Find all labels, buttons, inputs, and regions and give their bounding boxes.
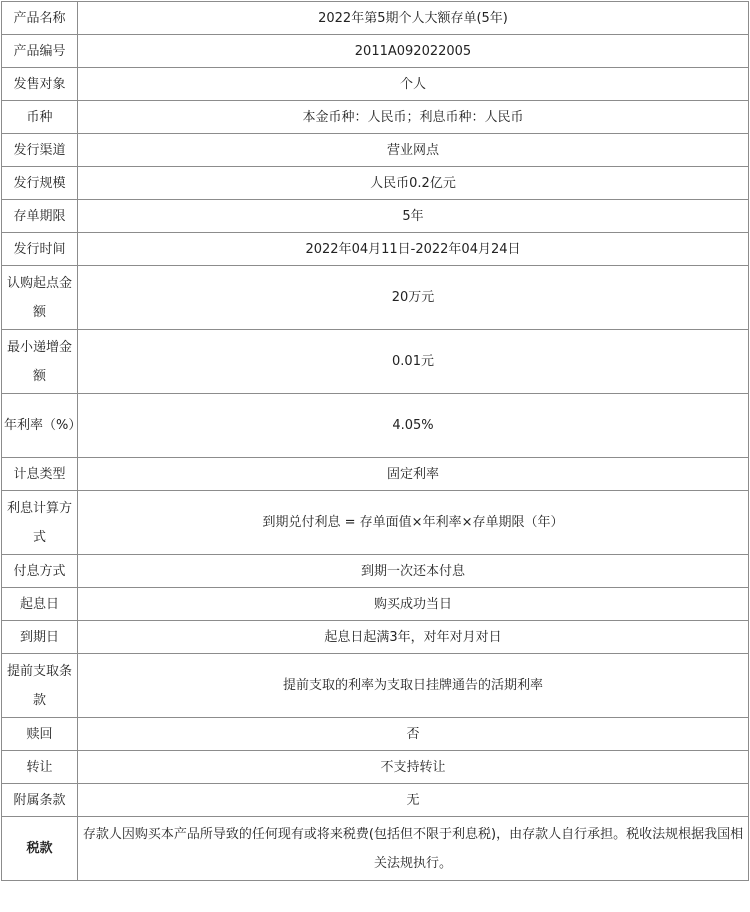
value-currency: 本金币种：人民币；利息币种：人民币 (78, 101, 749, 134)
label-value-date: 起息日 (2, 588, 78, 621)
row-target-buyers (2, 68, 749, 101)
value-issue-period: 2022年04月11日-2022年04月24日 (78, 233, 749, 266)
label-min-purchase: 认购起点金额 (2, 266, 78, 330)
value-product-code: 2011A092022005 (78, 35, 749, 68)
value-product-name: 2022年第5期个人大额存单(5年) (78, 2, 749, 35)
row-taxes (2, 817, 749, 881)
label-taxes: 税款 (2, 817, 78, 881)
label-interest-formula: 利息计算方式 (2, 491, 78, 555)
row-channel (2, 134, 749, 167)
row-ancillary-terms (2, 784, 749, 817)
label-target-buyers: 发售对象 (2, 68, 78, 101)
value-transfer: 不支持转让 (78, 751, 749, 784)
label-redemption: 赎回 (2, 718, 78, 751)
label-product-name: 产品名称 (2, 2, 78, 35)
value-interest-formula: 到期兑付利息 = 存单面值×年利率×存单期限（年） (78, 491, 749, 555)
label-maturity-date: 到期日 (2, 621, 78, 654)
row-issue-size (2, 167, 749, 200)
value-issue-size: 人民币0.2亿元 (78, 167, 749, 200)
value-min-purchase: 20万元 (78, 266, 749, 330)
value-maturity-date: 起息日起满3年，对年对月对日 (78, 621, 749, 654)
label-early-withdrawal: 提前支取条款 (2, 654, 78, 718)
row-min-increment (2, 330, 749, 394)
row-redemption (2, 718, 749, 751)
value-annual-rate: 4.05% (78, 394, 749, 458)
label-ancillary-terms: 附属条款 (2, 784, 78, 817)
label-payment-method: 付息方式 (2, 555, 78, 588)
label-currency: 币种 (2, 101, 78, 134)
value-early-withdrawal: 提前支取的利率为支取日挂牌通告的活期利率 (78, 654, 749, 718)
label-issue-period: 发行时间 (2, 233, 78, 266)
product-info-table (1, 1, 749, 881)
row-maturity-date (2, 621, 749, 654)
value-term: 5年 (78, 200, 749, 233)
label-term: 存单期限 (2, 200, 78, 233)
row-product-code (2, 35, 749, 68)
row-rate-type (2, 458, 749, 491)
label-annual-rate: 年利率（%） (2, 394, 78, 458)
row-interest-formula (2, 491, 749, 555)
row-currency (2, 101, 749, 134)
row-payment-method (2, 555, 749, 588)
row-min-purchase (2, 266, 749, 330)
value-channel: 营业网点 (78, 134, 749, 167)
value-target-buyers: 个人 (78, 68, 749, 101)
row-issue-period (2, 233, 749, 266)
row-value-date (2, 588, 749, 621)
label-rate-type: 计息类型 (2, 458, 78, 491)
value-ancillary-terms: 无 (78, 784, 749, 817)
label-issue-size: 发行规模 (2, 167, 78, 200)
row-transfer (2, 751, 749, 784)
row-product-name (2, 2, 749, 35)
value-redemption: 否 (78, 718, 749, 751)
row-annual-rate (2, 394, 749, 458)
label-min-increment: 最小递增金额 (2, 330, 78, 394)
label-product-code: 产品编号 (2, 35, 78, 68)
label-channel: 发行渠道 (2, 134, 78, 167)
value-min-increment: 0.01元 (78, 330, 749, 394)
value-rate-type: 固定利率 (78, 458, 749, 491)
label-transfer: 转让 (2, 751, 78, 784)
value-value-date: 购买成功当日 (78, 588, 749, 621)
value-payment-method: 到期一次还本付息 (78, 555, 749, 588)
value-taxes: 存款人因购买本产品所导致的任何现有或将来税费(包括但不限于利息税)，由存款人自行承担。税收法规根据我国相关法规执行。 (78, 817, 749, 881)
row-early-withdrawal (2, 654, 749, 718)
row-term (2, 200, 749, 233)
